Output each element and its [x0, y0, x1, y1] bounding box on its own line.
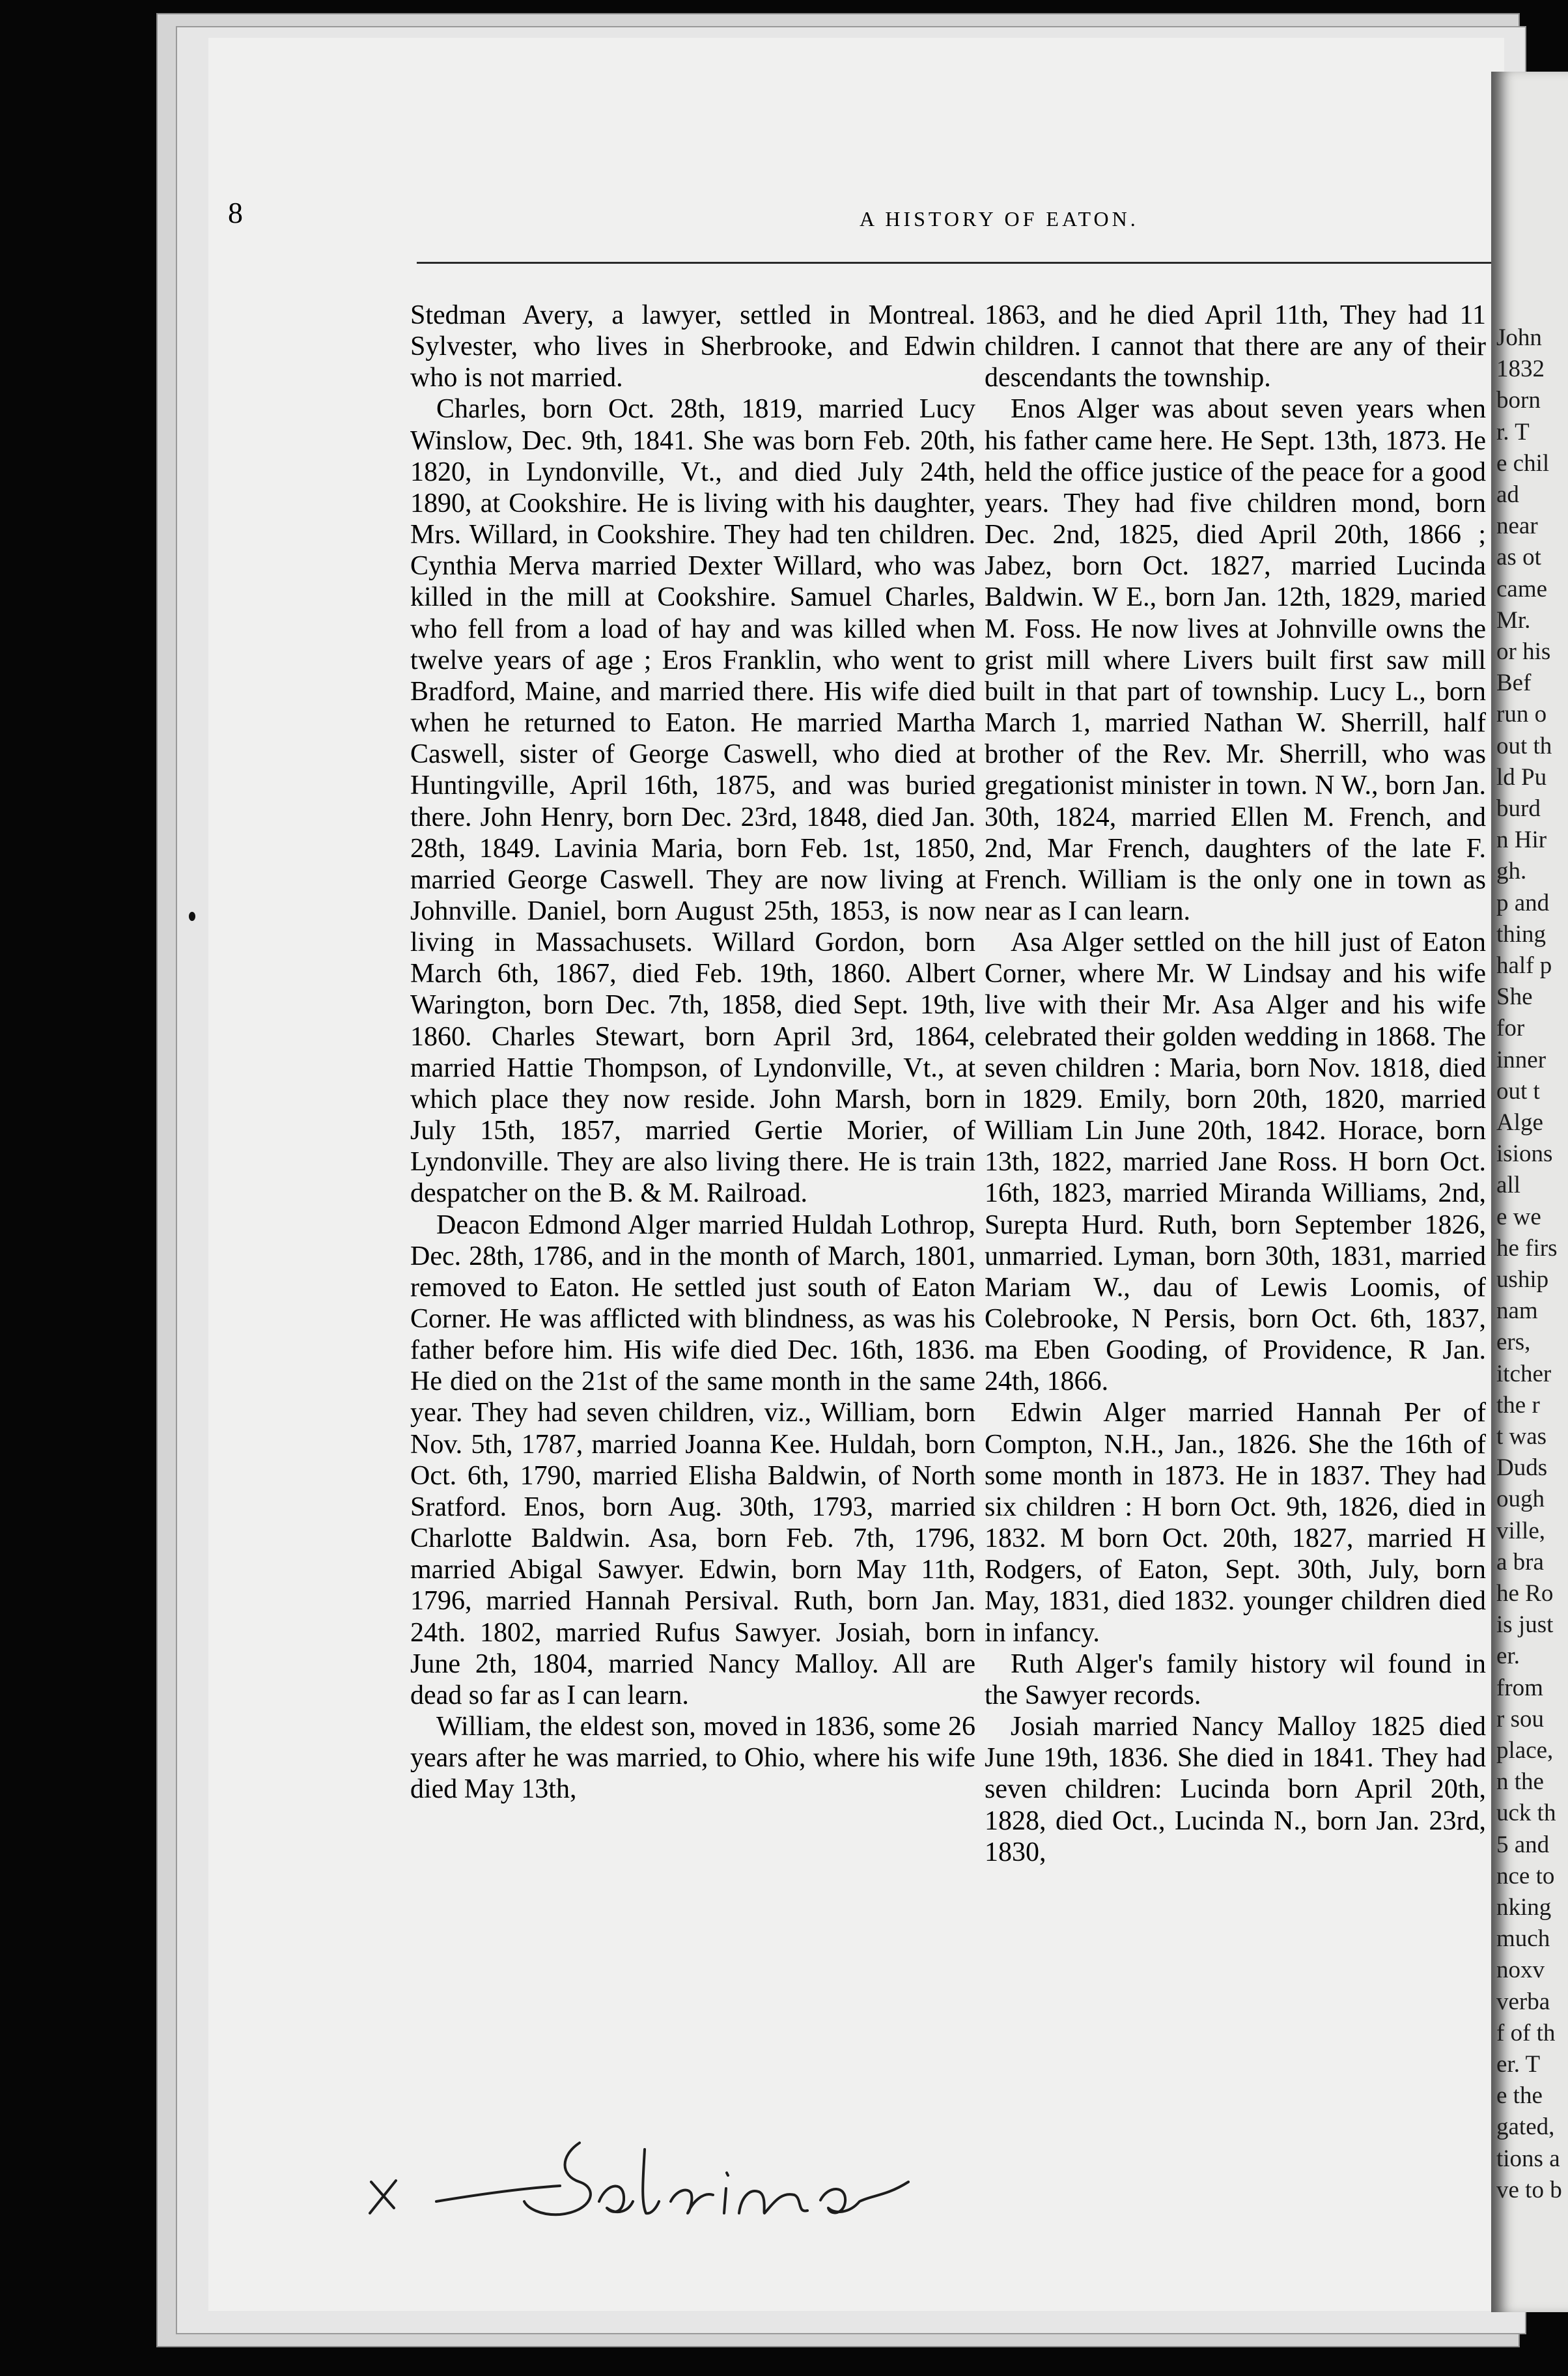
- facing-page-fragment: he Ro: [1496, 1580, 1554, 1607]
- facing-page-fragment: near: [1496, 513, 1538, 540]
- facing-page-fragment: Mr.: [1496, 606, 1531, 634]
- facing-page-fragment: er. T: [1496, 2051, 1541, 2078]
- facing-page-fragment: n the: [1496, 1768, 1544, 1796]
- facing-page-fragment: 1832: [1496, 356, 1545, 383]
- facing-page-fragment: n Hir: [1496, 827, 1547, 854]
- paragraph: Asa Alger settled on the hill just of Eaton Corner, where Mr. W Lindsay and his wife live with their Mr. Asa Alger and his wife celebrated their golden wedding in 1868. The seven children : Maria, born Nov. 1818, died in 1829. Emily, born 20th, 1820, married William Lin June 20th, 1842. Horace, born 13th, 1822, married Jane Ross. H born Oct. 16th, 1823, married Miranda Williams, 2nd, Surepta Hurd. Ruth, born September 1826, unmarried. Lyman, born 30th, 1831, married Mariam W., dau of Lewis Loomis, of Colebrooke, N Persis, born Oct. 6th, 1837, ma Eben Gooding, of Providence, R Jan. 24th, 1866.: [985, 927, 1486, 1397]
- facing-page-fragment: ld Pu: [1496, 763, 1547, 791]
- facing-page-fragment: uship: [1496, 1266, 1549, 1293]
- paragraph: Stedman Avery, a lawyer, settled in Montreal. Sylvester, who lives in Sherbrooke, and Edwin who is not married.: [410, 300, 975, 393]
- facing-page-fragment: 5 and: [1496, 1831, 1550, 1858]
- facing-page-fragment: verba: [1496, 1988, 1550, 2015]
- facing-page-fragment: p and: [1496, 889, 1550, 916]
- facing-page-fragment: er.: [1496, 1643, 1520, 1670]
- facing-page-fragment: f of th: [1496, 2019, 1556, 2046]
- paragraph: Deacon Edmond Alger married Huldah Lothrop, Dec. 28th, 1786, and in the month of March, 1801, removed to Eaton. He settled just south of Eaton Corner. He was afflicted with blindness, as was his father before him. His wife died Dec. 16th, 1836. He died on the 21st of the same month in the same year. They had seven children, viz., William, born Nov. 5th, 1787, married Joanna Kee. Huldah, born Oct. 6th, 1790, married Elisha Baldwin, of North Sratford. Enos, born Aug. 30th, 1793, married Charlotte Baldwin. Asa, born Feb. 7th, 1796, married Abigal Sawyer. Edwin, born May 11th, 1796, married Hannah Persival. Ruth, born Jan. 24th. 1802, married Rufus Sawyer. Josiah, born June 2th, 1804, married Nancy Malloy. All are dead so far as I can learn.: [410, 1209, 975, 1710]
- facing-page-fragment: r sou: [1496, 1705, 1544, 1732]
- facing-page-fragment: a bra: [1496, 1548, 1544, 1576]
- facing-page-fragment: t was: [1496, 1423, 1547, 1450]
- facing-page-fragment: gh.: [1496, 858, 1527, 885]
- facing-page-fragment: from: [1496, 1674, 1543, 1701]
- facing-page-fragment: came: [1496, 575, 1548, 602]
- handwritten-annotation: [365, 2104, 912, 2234]
- facing-page-fragment: Bef: [1496, 670, 1532, 697]
- facing-page-fragment: inner: [1496, 1046, 1547, 1073]
- running-head: A HISTORY OF EATON.: [860, 207, 1139, 231]
- facing-page-fragment: r. T: [1496, 418, 1530, 446]
- facing-page-fragment: ville,: [1496, 1517, 1546, 1544]
- facing-page-fragment: e chil: [1496, 449, 1550, 477]
- page-number: 8: [228, 196, 243, 229]
- facing-page-fragment: e we: [1496, 1203, 1541, 1230]
- header-rule: [417, 262, 1498, 264]
- facing-page-fragment: half p: [1496, 952, 1552, 979]
- facing-page-fragment: the r: [1496, 1391, 1540, 1419]
- left-column: [410, 300, 975, 1805]
- facing-page-fragment: thing: [1496, 920, 1547, 948]
- facing-page-fragment: ve to b: [1496, 2176, 1562, 2203]
- facing-page-fragment: place,: [1496, 1737, 1554, 1764]
- facing-page-fragment: or his: [1496, 638, 1551, 665]
- paragraph: Charles, born Oct. 28th, 1819, married Lucy Winslow, Dec. 9th, 1841. She was born Feb. 20th, 1820, in Lyndonville, Vt., and died July 24th, 1890, at Cookshire. He is living with his daughter, Mrs. Willard, in Cookshire. They had ten children. Cynthia Merva married Dexter Willard, who was killed in the mill at Cookshire. Samuel Charles, who fell from a load of hay and was killed when twelve years of age ; Eros Franklin, who went to Bradford, Maine, and married there. His wife died when he returned to Eaton. He married Martha Caswell, sister of George Caswell, who died at Huntingville, April 16th, 1875, and was buried there. John Henry, born Dec. 23rd, 1848, died Jan. 28th, 1849. Lavinia Maria, born Feb. 1st, 1850, married George Caswell. They are now living at Johnville. Daniel, born August 25th, 1853, is now living in Massachusets. Willard Gordon, born March 6th, 1867, died Feb. 19th, 1860. Albert Warington, born Dec. 7th, 1858, died Sept. 19th, 1860. Charles Stewart, born April 3rd, 1864, married Hattie Thompson, of Lyndonville, Vt., at which place they now reside. John Marsh, born July 15th, 1857, married Gertie Morier, of Lyndonville. They are also living there. He is train despatcher on the B. & M. Railroad.: [410, 394, 975, 1209]
- facing-page-fragment: e the: [1496, 2082, 1543, 2110]
- facing-page-fragment: itcher: [1496, 1360, 1552, 1387]
- facing-page-fragment: nce to: [1496, 1862, 1555, 1889]
- facing-page-fragment: ers,: [1496, 1329, 1531, 1356]
- facing-page-fragment: as ot: [1496, 544, 1541, 571]
- facing-page-fragment: Alge: [1496, 1109, 1543, 1136]
- facing-page-fragment: nam: [1496, 1297, 1538, 1325]
- facing-page-fragment: ad: [1496, 481, 1519, 508]
- facing-page-fragment: all: [1496, 1172, 1520, 1199]
- facing-page-fragment: for: [1496, 1015, 1525, 1042]
- facing-page-fragment: he firs: [1496, 1234, 1558, 1262]
- paragraph: 1863, and he died April 11th, They had 11 children. I cannot that there are any of their descendants the township.: [985, 300, 1486, 393]
- facing-page-fragment: nking: [1496, 1894, 1552, 1921]
- facing-page-fragment: isions: [1496, 1140, 1553, 1168]
- facing-page-fragment: out th: [1496, 732, 1552, 759]
- facing-page-fragment: tions a: [1496, 2145, 1560, 2172]
- paragraph: Josiah married Nancy Malloy 1825 died June 19th, 1836. She died in 1841. They had seven children: Lucinda born April 20th, 1828, died Oct., Lucinda N., born Jan. 23rd, 1830,: [985, 1712, 1486, 1867]
- facing-page-fragment: out t: [1496, 1077, 1540, 1105]
- facing-page-fragment: ough: [1496, 1486, 1545, 1513]
- facing-page-fragment: much: [1496, 1925, 1550, 1953]
- ink-speck: [189, 912, 195, 921]
- paragraph: Ruth Alger's family history wil found in the Sawyer records.: [985, 1648, 1486, 1710]
- paragraph: William, the eldest son, moved in 1836, some 26 years after he was married, to Ohio, where his wife died May 13th,: [410, 1712, 975, 1805]
- facing-page-fragment: is just: [1496, 1611, 1554, 1639]
- paragraph: Enos Alger was about seven years when his father came here. He Sept. 13th, 1873. He held the office justice of the peace for a good years. They had five children mond, born Dec. 2nd, 1825, died April 20th, 1866 ; Jabez, born Oct. 1827, married Lucinda Baldwin. W E., born Jan. 12th, 1829, maried M. Foss. He now lives at Johnville owns the grist mill where Livers built first saw mill built in that part of township. Lucy L., born March 1, married Nathan W. Sherrill, half brother of the Rev. Mr. Sherrill, who was gregationist minister in town. N W., born Jan. 30th, 1824, married Ellen M. French, and 2nd, Mar French, daughters of the late F. French. William is the only one in town as near as I can learn.: [985, 394, 1486, 926]
- facing-page-edge: [1491, 72, 1568, 2312]
- facing-page-fragment: gated,: [1496, 2114, 1555, 2141]
- facing-page-fragment: noxv: [1496, 1957, 1545, 1984]
- facing-page-fragment: Duds: [1496, 1454, 1548, 1482]
- facing-page-fragment: burd: [1496, 795, 1541, 822]
- facing-page-fragment: John: [1496, 324, 1542, 351]
- facing-page-fragment: run o: [1496, 701, 1547, 728]
- paragraph: Edwin Alger married Hannah Per of Compton, N.H., Jan., 1826. She the 16th of some month in 1873. He in 1837. They had six children : H born Oct. 9th, 1826, died in 1832. M born Oct. 20th, 1827, married H Rodgers, of Eaton, Sept. 30th, July, born May, 1831, died 1832. younger children died in infancy.: [985, 1398, 1486, 1648]
- facing-page-fragment: uck th: [1496, 1800, 1556, 1827]
- facing-page-fragment: She: [1496, 983, 1533, 1011]
- right-column: [985, 300, 1486, 1868]
- facing-page-fragment: born: [1496, 387, 1541, 414]
